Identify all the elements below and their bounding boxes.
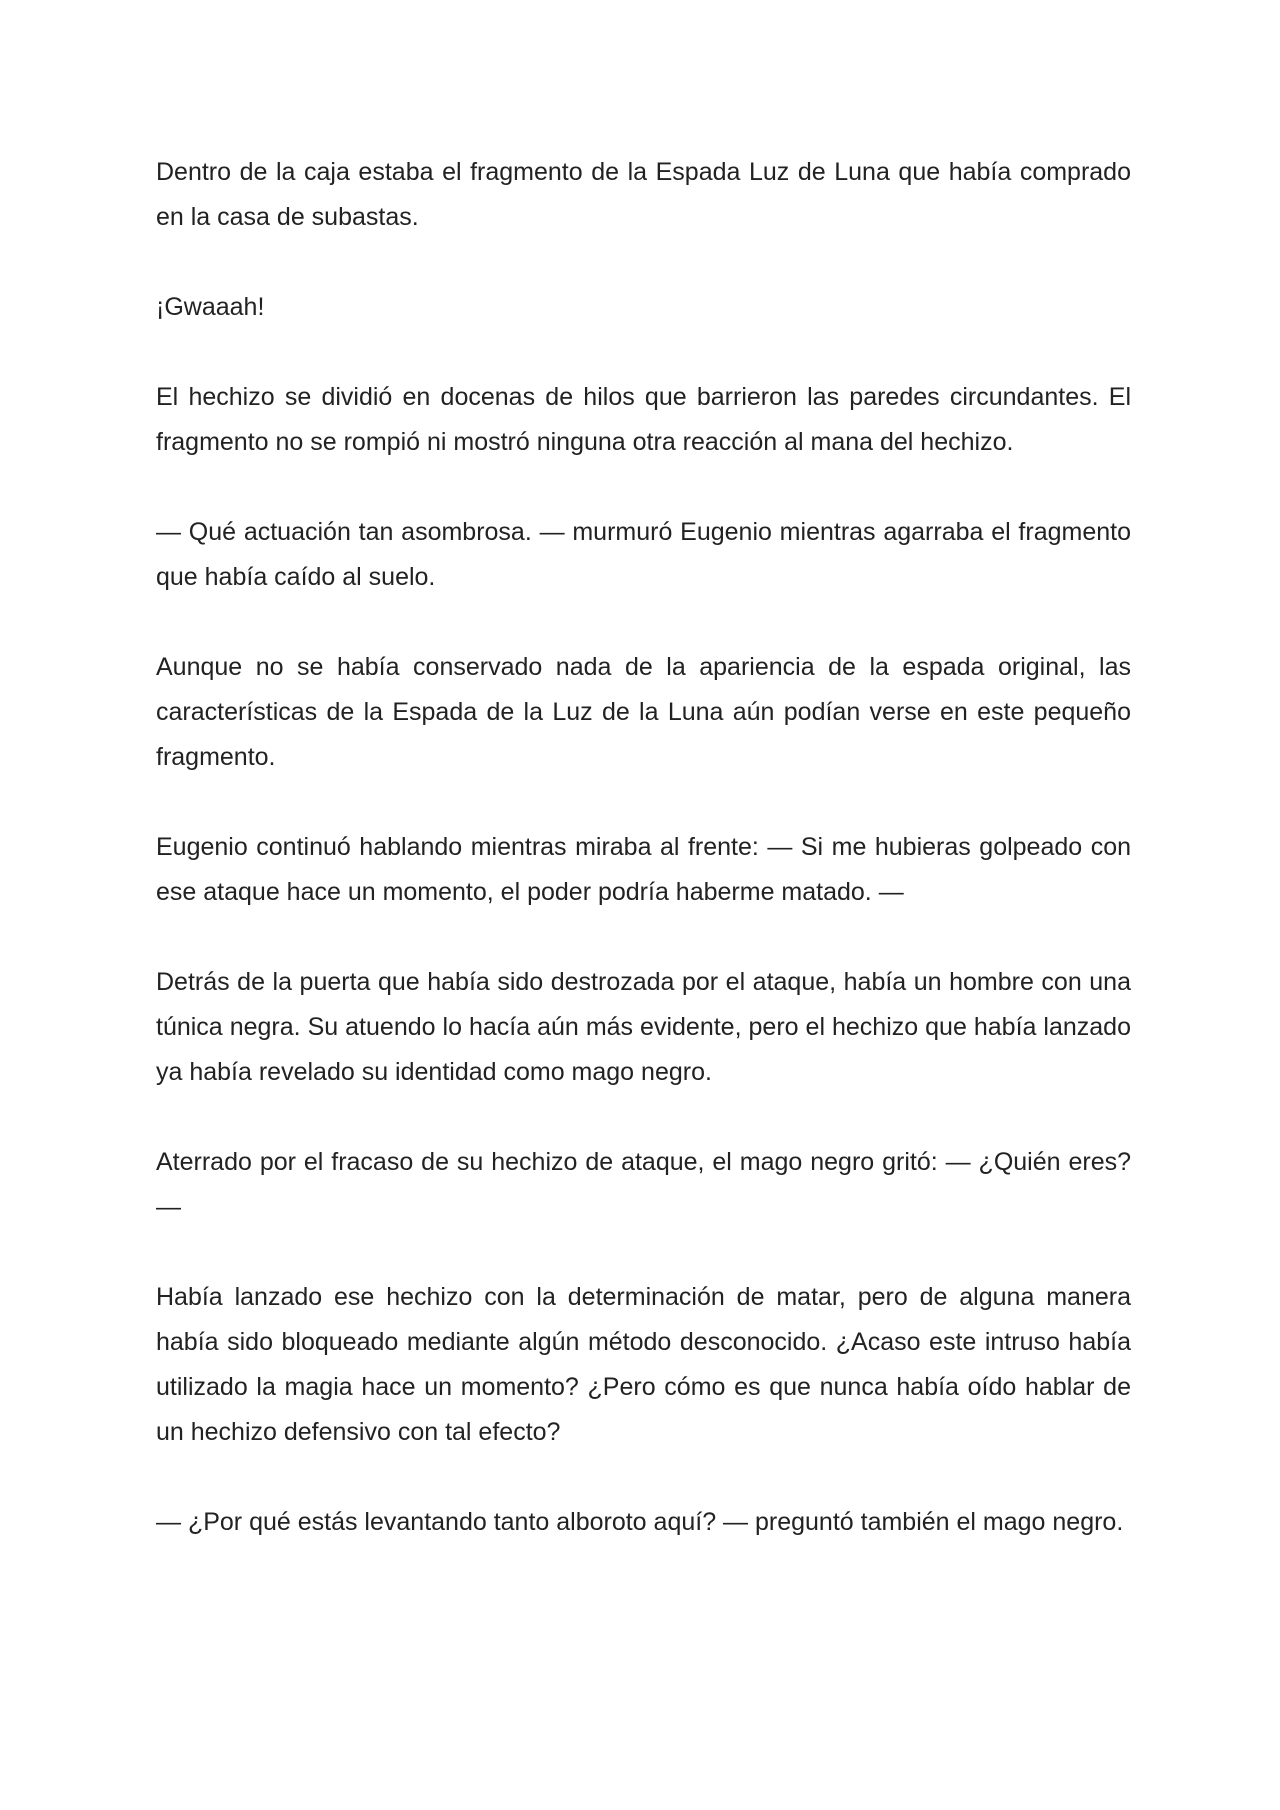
paragraph-10: — ¿Por qué estás levantando tanto alboroto aquí? — preguntó también el mago negro. xyxy=(156,1508,1124,1536)
paragraph-7: Detrás de la puerta que había sido destrozada por el ataque, había un hombre con una túnica negra. Su atuendo lo hacía aún más evidente, pero el hechizo que había lanzado ya había revelado su identidad como mago negro. xyxy=(156,968,1131,1086)
paragraph-5: Aunque no se había conservado nada de la apariencia de la espada original, las características de la Espada de la Luz de la Luna aún podían verse en este pequeño fragmento. xyxy=(156,653,1131,771)
paragraph-8: Aterrado por el fracaso de su hechizo de ataque, el mago negro gritó: — ¿Quién eres? — xyxy=(156,1148,1131,1221)
paragraph-9: Había lanzado ese hechizo con la determinación de matar, pero de alguna manera había sido bloqueado mediante algún método desconocido. ¿Acaso este intruso había utilizado la magia hace un momento? ¿Pero cómo es que nunca había oído hablar de un hechizo defensivo con tal efecto? xyxy=(156,1283,1131,1446)
paragraph-6: Eugenio continuó hablando mientras miraba al frente: — Si me hubieras golpeado con ese ataque hace un momento, el poder podría haberme matado. — xyxy=(156,833,1131,906)
paragraph-2: ¡Gwaaah! xyxy=(156,293,265,321)
paragraph-3: El hechizo se dividió en docenas de hilos que barrieron las paredes circundantes. El fragmento no se rompió ni mostró ninguna otra reacción al mana del hechizo. xyxy=(156,383,1131,456)
paragraph-4: — Qué actuación tan asombrosa. — murmuró Eugenio mientras agarraba el fragmento que había caído al suelo. xyxy=(156,518,1131,591)
paragraph-1: Dentro de la caja estaba el fragmento de la Espada Luz de Luna que había comprado en la casa de subastas. xyxy=(156,158,1131,231)
